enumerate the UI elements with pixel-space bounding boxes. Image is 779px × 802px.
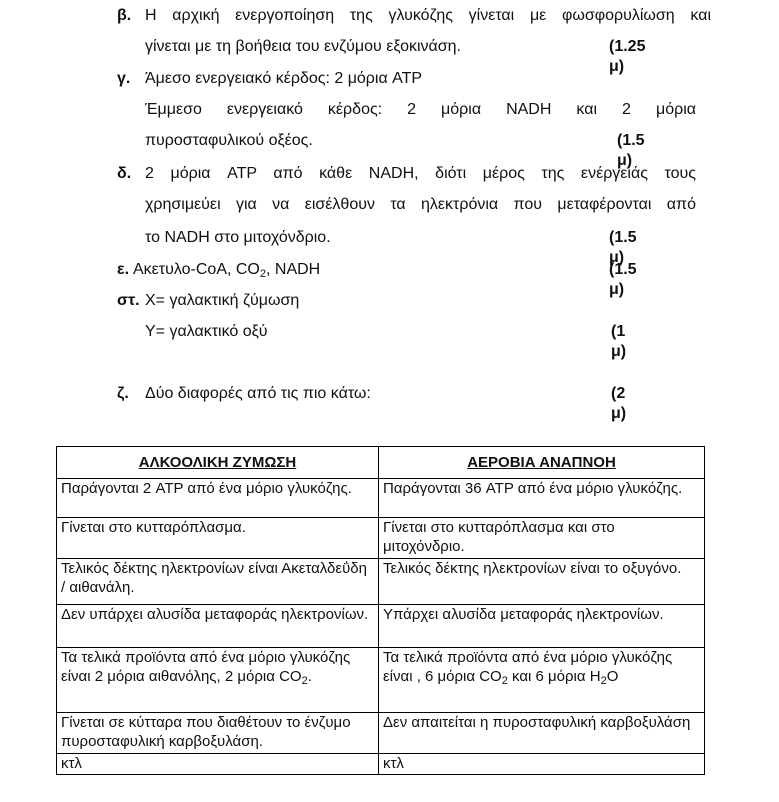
item-text-line: Δύο διαφορές από τις πιο κάτω: xyxy=(145,385,371,402)
table-header-row xyxy=(57,447,705,479)
table-cell: Γίνεται σε κύτταρα που διαθέτουν το ένζυμο πυροσταφυλική καρβοξυλάση. xyxy=(57,713,379,754)
table-cell: Γίνεται στο κυτταρόπλασμα και στο μιτοχόνδριο. xyxy=(379,518,705,559)
table-row xyxy=(57,648,705,713)
table-cell: κτλ xyxy=(379,754,705,775)
table-row xyxy=(57,713,705,754)
item-text-line: Η αρχική ενεργοποίηση της γλυκόζης γίνεται με φωσφορυλίωση και xyxy=(145,7,711,24)
column-header: ΑΕΡΟΒΙΑ ΑΝΑΠΝΟΗ xyxy=(379,447,705,479)
item-text-line: Άμεσο ενεργειακό κέρδος: 2 μόρια ATP xyxy=(145,70,423,87)
item-text-line: Y= γαλακτικό οξύ xyxy=(145,323,268,340)
table-row xyxy=(57,479,705,518)
table-cell: Δεν υπάρχει αλυσίδα μεταφοράς ηλεκτρονίων. xyxy=(57,605,379,648)
table-row xyxy=(57,605,705,648)
table-cell: Τα τελικά προϊόντα από ένα μόριο γλυκόζης είναι 2 μόρια αιθανόλης, 2 μόρια $CO_2$. xyxy=(57,648,379,713)
comparison-table xyxy=(56,446,705,775)
table-row xyxy=(57,754,705,775)
item-text-line: 2 μόρια ATP από κάθε NADH, διότι μέρος της ενέργειάς τους xyxy=(145,165,696,182)
table-cell: κτλ xyxy=(57,754,379,775)
item-text-line: Έμμεσο ενεργειακό κέρδος: 2 μόρια NADH και 2 μόρια xyxy=(145,101,696,118)
item-label: ζ. xyxy=(117,385,129,402)
table-row xyxy=(57,518,705,559)
item-label: β. xyxy=(117,7,132,24)
item-text-line: Ακετυλο-CoA, $CO_2$, NADH xyxy=(133,261,321,280)
table-cell: Γίνεται στο κυτταρόπλασμα. xyxy=(57,518,379,559)
item-text-line: το NADH στο μιτοχόνδριο. xyxy=(145,229,331,246)
points: (1 μ) xyxy=(611,323,627,360)
points: (1.5 μ) xyxy=(609,229,637,266)
column-header: ΑΛΚΟΟΛΙΚΗ ΖΥΜΩΣΗ xyxy=(57,447,379,479)
item-label: δ. xyxy=(117,165,132,182)
table-row xyxy=(57,559,705,605)
item-text-line: γίνεται με τη βοήθεια του ενζύμου εξοκινάση. xyxy=(145,38,461,55)
table-cell: Παράγονται 36 ATP από ένα μόριο γλυκόζης. xyxy=(379,479,705,518)
table-cell: Τελικός δέκτης ηλεκτρονίων είναι Ακεταλδεΰδη / αιθανάλη. xyxy=(57,559,379,605)
points: (1.25 μ) xyxy=(609,38,646,75)
table-cell: Δεν απαιτείται η πυροσταφυλική καρβοξυλάση xyxy=(379,713,705,754)
item-text-line: X= γαλακτική ζύμωση xyxy=(145,292,300,309)
table-cell: Παράγονται 2 ATP από ένα μόριο γλυκόζης. xyxy=(57,479,379,518)
points: (1.5 μ) xyxy=(609,261,637,298)
table-cell: Τα τελικά προϊόντα από ένα μόριο γλυκόζης είναι , 6 μόρια $CO_2$ και 6 μόρια $H_2O$ xyxy=(379,648,705,713)
table-cell: Τελικός δέκτης ηλεκτρονίων είναι το οξυγόνο. xyxy=(379,559,705,605)
table-cell: Υπάρχει αλυσίδα μεταφοράς ηλεκτρονίων. xyxy=(379,605,705,648)
item-label: γ. xyxy=(117,70,131,87)
points: (2 μ) xyxy=(611,385,627,422)
points: (1.5 μ) xyxy=(617,132,645,169)
item-label: στ. xyxy=(117,292,140,309)
item-text-line: χρησιμεύει για να εισέλθουν τα ηλεκτρόνια που μεταφέρονται από xyxy=(145,196,696,213)
item-label: ε. xyxy=(117,261,130,278)
item-text-line: πυροσταφυλικού οξέος. xyxy=(145,132,313,149)
